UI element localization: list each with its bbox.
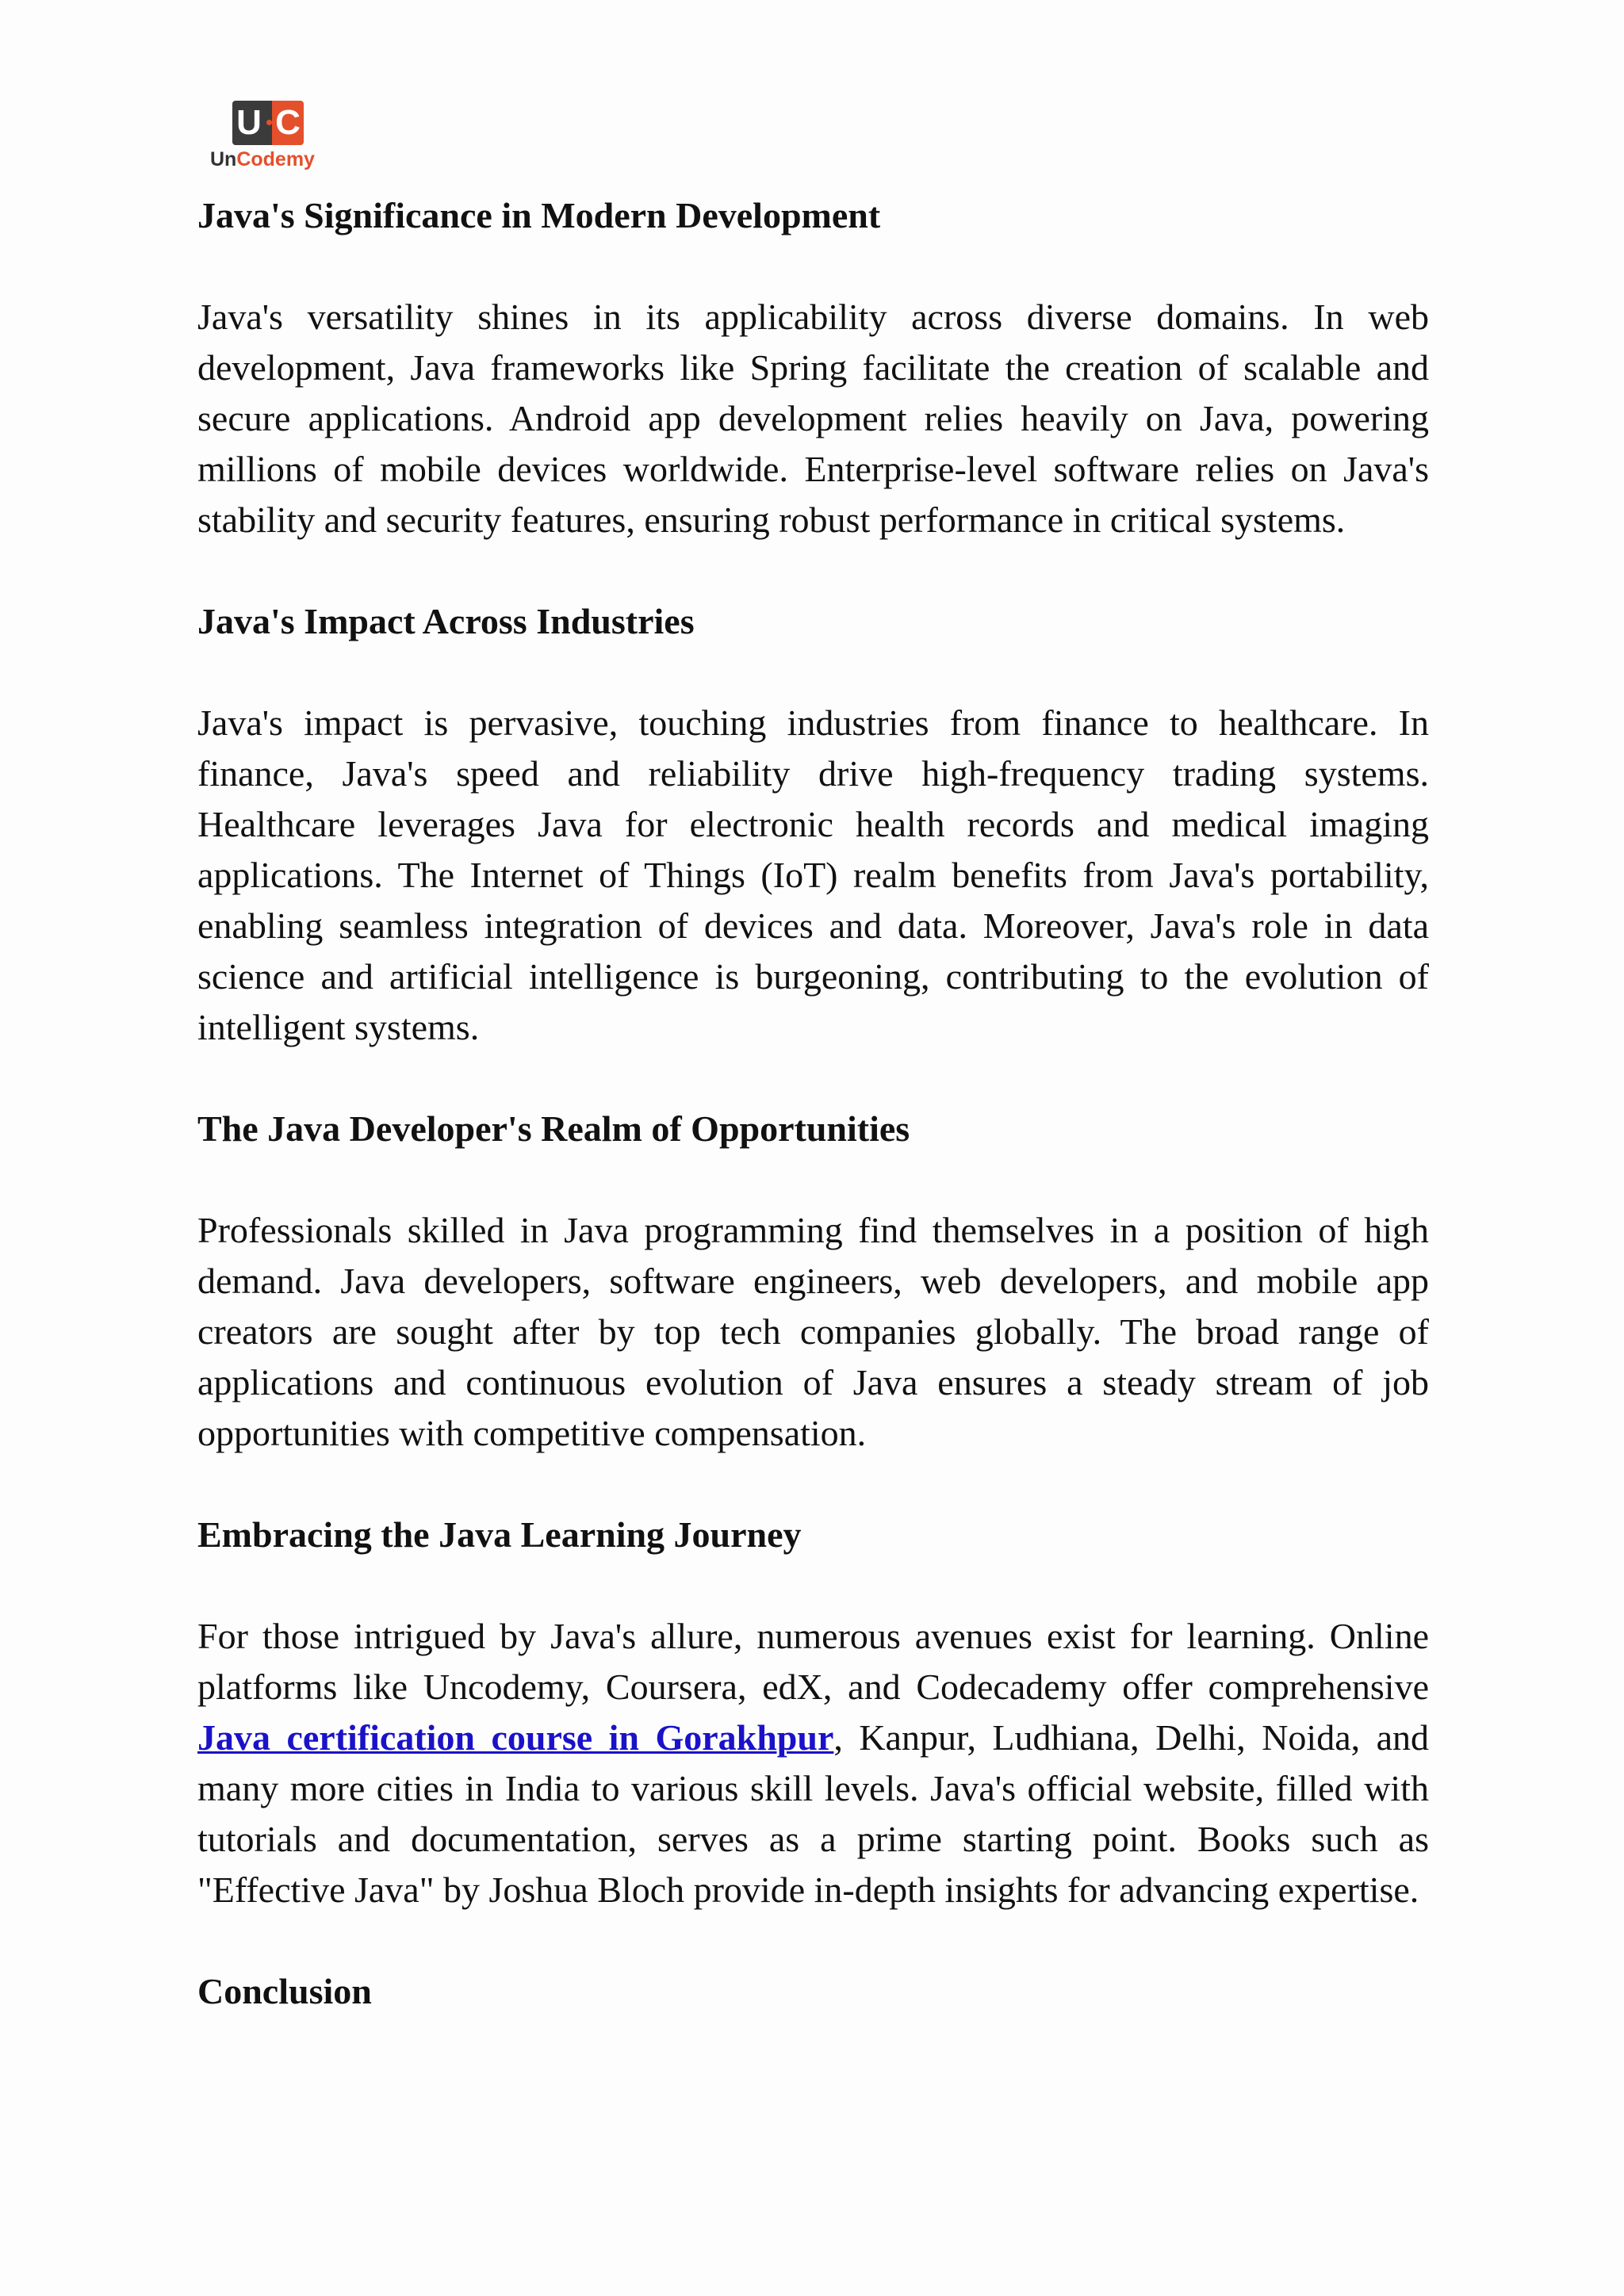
logo-wordmark <box>210 148 315 171</box>
section-heading-opportunities: The Java Developer's Realm of Opportunities <box>197 1108 910 1149</box>
logo-wordmark-un: Un <box>210 148 237 170</box>
section-paragraph-significance: Java's versatility shines in its applicability across diverse domains. In web development, Java frameworks like Spring facilitate the creation of scalable and secure applications. Android app development relies heavily on Java, powering millions of mobile devices worldwide. Enterprise-level software relies on Java's stability and security features, ensuring robust performance in critical systems. <box>197 297 1429 540</box>
learning-text-after-link: , Kanpur, Ludhiana, Delhi, Noida, and many more cities in India to various skill levels. Java's official website, filled with tutorials and documentation, serves as a prime starting point. Books such as "Effective Java" by Joshua Bloch provide in-depth insights for advancing expertise. <box>197 1717 1429 1910</box>
document-body <box>197 190 1429 2017</box>
section-paragraph-learning <box>197 1611 1429 1915</box>
logo-letter-c: C <box>272 101 304 145</box>
logo-wordmark-codemy: Codemy <box>236 148 315 170</box>
logo-letter-u: U <box>232 101 266 145</box>
logo-dot <box>266 101 272 145</box>
java-course-link[interactable]: Java certification course in Gorakhpur <box>197 1717 834 1758</box>
section-paragraph-opportunities: Professionals skilled in Java programming find themselves in a position of high demand. Java developers, software engineers, web developers, and mobile app creators are sought after by top tech companies globally. The broad range of applications and continuous evolution of Java ensures a steady stream of job opportunities with competitive compensation. <box>197 1210 1429 1453</box>
section-paragraph-impact: Java's impact is pervasive, touching industries from finance to healthcare. In finance, Java's speed and reliability drive high-frequency trading systems. Healthcare leverages Java for electronic health records and medical imaging applications. The Internet of Things (IoT) realm benefits from Java's portability, enabling seamless integration of devices and data. Moreover, Java's role in data science and artificial intelligence is burgeoning, contributing to the evolution of intelligent systems. <box>197 702 1429 1047</box>
section-heading-impact: Java's Impact Across Industries <box>197 601 695 641</box>
uncodemy-logo <box>210 101 329 172</box>
section-heading-learning: Embracing the Java Learning Journey <box>197 1514 802 1555</box>
logo-mark <box>232 101 304 145</box>
section-heading-conclusion: Conclusion <box>197 1971 372 2011</box>
section-heading-significance: Java's Significance in Modern Development <box>197 195 881 235</box>
learning-text-before-link: For those intrigued by Java's allure, numerous avenues exist for learning. Online platforms like Uncodemy, Coursera, edX, and Codecademy offer comprehensive <box>197 1616 1429 1707</box>
